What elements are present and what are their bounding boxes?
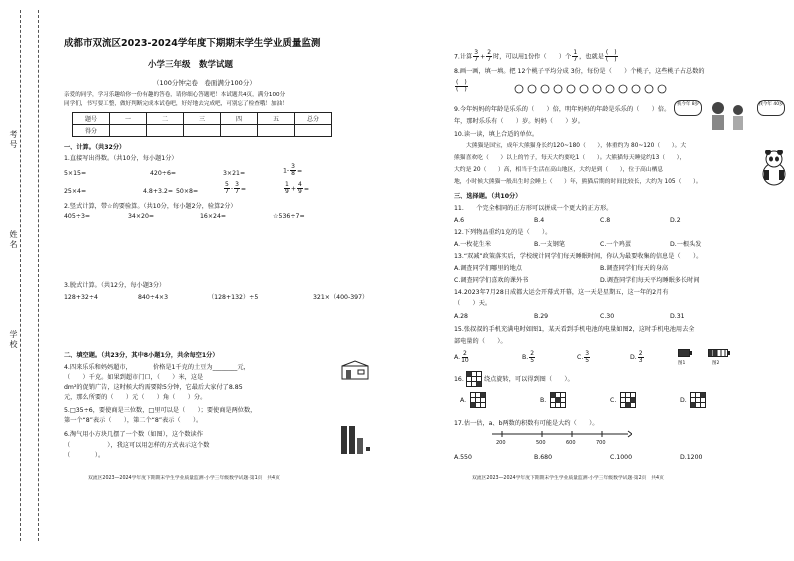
option[interactable]: D.1200 — [680, 454, 703, 461]
supermarket-icon — [341, 360, 369, 380]
answer-fraction: $\frac{( )}{( )}$ — [456, 79, 467, 93]
option[interactable]: A. — [460, 397, 467, 404]
question-text: 3.脱式计算。（共12分，每小题3分） — [64, 282, 166, 289]
question-text: 10.读一读，填上合适的单位。 — [454, 131, 539, 138]
binding-label: 姓名 — [9, 230, 18, 250]
grid-option-b-icon — [550, 392, 566, 408]
calc-item: $\frac{5}{7}$ - $\frac{3}{7}$ = — [225, 181, 247, 195]
calc-item: 34×20= — [128, 213, 155, 220]
option[interactable]: D.31 — [670, 313, 685, 320]
option[interactable]: C.调查同学们喜欢的课外书 — [454, 277, 529, 284]
question-text: 13.“双减”政策落实后，学校统计同学们每天睡眠时间，你认为最要收集的信息是（ ）。 — [454, 253, 703, 260]
option[interactable]: B.调查同学们每天的身高 — [600, 265, 669, 272]
question-text: 第一个“8”表示（ ），第二个“8”表示（ ）。 — [64, 417, 203, 424]
speech-bubble: 我今年 8岁 — [674, 100, 702, 116]
option[interactable]: D.2 — [670, 217, 681, 224]
page-1 — [58, 0, 420, 561]
calc-item: 3×21= — [223, 170, 246, 177]
option[interactable]: A. $\frac{2}{10}$ — [454, 349, 469, 364]
question-text: 15.张叔叔的手机充满电时如图1，某天看到手机电池的电量如图2，这时手机电池用去全 — [454, 326, 695, 333]
question-text: 6.淘气用小方块几摆了一个数（如图），这个数读作 — [64, 431, 203, 438]
option[interactable]: C. $\frac{3}{5}$ — [577, 349, 590, 364]
page-footer: 双流区2023—2024学年度下期期末学生学业质量监测·小学三年级数学试题·第2页 共4页 — [472, 476, 664, 481]
question-text: 11. 个完全相同的正方形可以拼成一个更大的正方形。 — [454, 205, 613, 212]
calc-item: 25×4= — [64, 188, 87, 195]
question-text: 大约是 20（ ）高，相当于生活在高山地区，大约是到（ ），位于高山栖息 — [454, 167, 664, 173]
calc-item: 4.8+3.2= — [143, 188, 174, 195]
exam-note: 亲爱的同学，学习乐趣给你一份有趣的答卷，请你细心答题吧！本试题共4页，满分100分 — [64, 92, 286, 98]
calc-item: 840÷4×3 — [138, 294, 169, 301]
question-text: 地，小时候大熊猫一般出生时会睡上（ ）年，熊猫后期的时间比较长，大约为 105（ ）。 — [454, 179, 702, 185]
axis-label: 600 — [566, 440, 576, 446]
grid-option-a-icon — [470, 392, 486, 408]
score-cell[interactable] — [295, 125, 332, 137]
blocks-icon — [340, 425, 374, 455]
question-text: 熊猫喜欢吃（ ）以上的竹子，每天大约要吃1（ ）。大熊猫每天睡觉约13（ ）， — [454, 155, 686, 161]
battery-full-icon — [678, 349, 692, 357]
calc-item: 16×24= — [200, 213, 227, 220]
option[interactable]: C.30 — [600, 313, 615, 320]
grid-option-c-icon — [620, 392, 636, 408]
score-header: 四 — [221, 113, 258, 125]
question-text: 9.今年妈妈的年龄是乐乐的（ ）倍，明年妈妈的年龄是乐乐的（ ）倍。 — [454, 106, 671, 113]
calc-item: 321×（400-397） — [313, 294, 369, 301]
option[interactable]: C. — [610, 397, 617, 404]
question-text: 价格是1千克的土豆为________元， — [153, 364, 250, 371]
score-header: 一 — [110, 113, 147, 125]
speech-bubble: 我今年 40岁 — [757, 100, 785, 116]
binding-margin — [0, 0, 58, 561]
question-text: 14.2023年7月28日成都大运会开幕式开幕，这一天是星期五，这一年的2月有 — [454, 289, 669, 296]
question-text: 4.四来乐乐和妈妈超市， — [64, 364, 132, 371]
option[interactable]: D.一根头发 — [670, 241, 702, 248]
option[interactable]: B.29 — [534, 313, 549, 320]
binding-label: 考号 — [9, 130, 18, 150]
section-heading: 一、计算。（共32分） — [64, 144, 126, 151]
peach-icons — [514, 84, 674, 94]
calc-item: ☆536÷7= — [273, 213, 305, 220]
score-label: 得分 — [73, 125, 110, 137]
score-header: 五 — [258, 113, 295, 125]
calc-item: $\frac{1}{9}$ + $\frac{4}{9}$ = — [285, 181, 310, 195]
battery-partial-icon — [708, 349, 730, 357]
calc-item: 5×15= — [64, 170, 87, 177]
option[interactable]: B.一支钢笔 — [534, 241, 565, 248]
panda-icon — [760, 150, 788, 186]
score-header: 三 — [184, 113, 221, 125]
option[interactable]: A.6 — [454, 217, 465, 224]
question-text: 8.画一画，填一填。把 12个桃子平均分成 3份，每份是（ ）个桃子，这些桃子占总数的 — [454, 68, 705, 75]
option[interactable]: B.4 — [534, 217, 545, 224]
score-cell[interactable] — [110, 125, 147, 137]
question-text: （ ）天。 — [454, 300, 492, 307]
page-footer: 双流区2023—2024学年度下期期末学生学业质量监测·小学三年级数学试题·第1页 共4页 — [88, 476, 280, 481]
option[interactable]: B. — [540, 397, 547, 404]
option[interactable]: C.一个鸡蛋 — [600, 241, 632, 248]
question-text: （ ）。 — [64, 452, 105, 459]
score-cell[interactable] — [258, 125, 295, 137]
question-text: 1.直接写出得数。（共10分，每小题1分） — [64, 155, 178, 162]
exam-title: 成都市双流区2023-2024学年度下期期末学生学业质量监测 — [64, 38, 321, 49]
question-text: dm²的促销广告，这时候大约需要除5分钟，它最后大家付了8.85 — [64, 384, 243, 391]
question-text: 2.竖式计算，带☆的要验算。（共10分，每小题2分，验算2分） — [64, 203, 237, 210]
option[interactable]: A.一枚花生米 — [454, 241, 492, 248]
question-text: 年，那时乐乐有（ ）岁。妈妈（ ）岁。 — [454, 118, 584, 125]
mother-child-icon — [704, 100, 752, 132]
exam-note: 同学们，书写要工整，做好判断完成本试卷吧，好好地去完成吧，可别忘了检查哦！加油！ — [64, 101, 288, 107]
score-header: 二 — [147, 113, 184, 125]
question-text: 大熊猫是国宝，成年大熊猫身长约120~180（ ），体重约为 80~120（ ）。大 — [466, 143, 687, 149]
option[interactable]: C.1000 — [610, 454, 633, 461]
axis-label: 500 — [536, 440, 546, 446]
calc-item: 420÷6= — [150, 170, 177, 177]
page-2 — [432, 0, 794, 561]
section-heading: 三、选择题。（共10分） — [454, 193, 522, 200]
calc-item: 128+32÷4 — [64, 294, 98, 301]
score-table — [72, 112, 332, 137]
option[interactable]: D. — [680, 397, 687, 404]
score-cell[interactable] — [184, 125, 221, 137]
score-header: 总分 — [295, 113, 332, 125]
question-text: （ ）千克。如果到超市门口，（ ）米，这是 — [64, 374, 204, 381]
score-cell[interactable] — [147, 125, 184, 137]
calc-item: 50×8= — [176, 188, 199, 195]
cut-line — [20, 10, 21, 541]
option[interactable]: B.680 — [534, 454, 553, 461]
option[interactable]: A.调查同学们哪里的地点 — [454, 265, 522, 272]
score-header: 题号 — [73, 113, 110, 125]
figure-label: 图2 — [712, 361, 720, 366]
question-text: 5.□35÷6，要使商是三位数，□里可以是（ ）；要使商是两位数， — [64, 407, 257, 414]
number-line — [492, 430, 632, 442]
rotation-figure-icon — [466, 371, 482, 387]
question-text: 12.下列物品重约1克的是（ ）。 — [454, 229, 552, 236]
axis-label: 700 — [596, 440, 606, 446]
option[interactable]: A.550 — [454, 454, 472, 461]
option[interactable]: D.调查同学们每天平均睡眠多长时间 — [600, 277, 700, 284]
question-text: （ ），我这可以用怎样的方式表示这个数 — [64, 442, 210, 449]
option[interactable]: D. $\frac{2}{3}$ — [630, 349, 643, 364]
question-text: 7.计算 $\frac{3}{7}$ + $\frac{2}{7}$ 时，可以用1份作（ ）个 $\frac{1}{7}$ ，也就是 $\frac{( )}{( )}$ — [454, 49, 617, 63]
question-text: 绕点旋转，可以得到图（ ）。 — [484, 376, 574, 383]
grid-option-d-icon — [690, 392, 706, 408]
option[interactable]: B. $\frac{2}{5}$ — [522, 349, 535, 364]
option[interactable]: C.8 — [600, 217, 611, 224]
binding-label: 学校 — [9, 330, 18, 350]
figure-label: 图1 — [678, 361, 686, 366]
section-heading: 二、填空题。（共23分，其中8小题1分，共余每空1分） — [64, 352, 219, 359]
exam-meta: （100分钟完卷 卷面满分100分） — [153, 79, 256, 87]
calc-item: 1- $\frac{3}{8}$ = — [283, 163, 303, 177]
calc-item: 405÷3= — [64, 213, 91, 220]
axis-label: 200 — [496, 440, 506, 446]
question-text: 部电量的（ ）。 — [454, 338, 507, 345]
question-text: 17.估一估，a、b两数的积数有可能是大约（ ）。 — [454, 420, 599, 427]
option[interactable]: A.28 — [454, 313, 468, 320]
score-cell[interactable] — [221, 125, 258, 137]
question-text: 元，那么所要的（ ）元（ ）角（ ）分。 — [64, 394, 207, 401]
question-text: 16. — [454, 376, 464, 383]
calc-item: （128+132）÷5 — [208, 294, 259, 301]
exam-subtitle: 小学三年级 数学试题 — [148, 60, 234, 70]
cut-line — [38, 10, 39, 541]
